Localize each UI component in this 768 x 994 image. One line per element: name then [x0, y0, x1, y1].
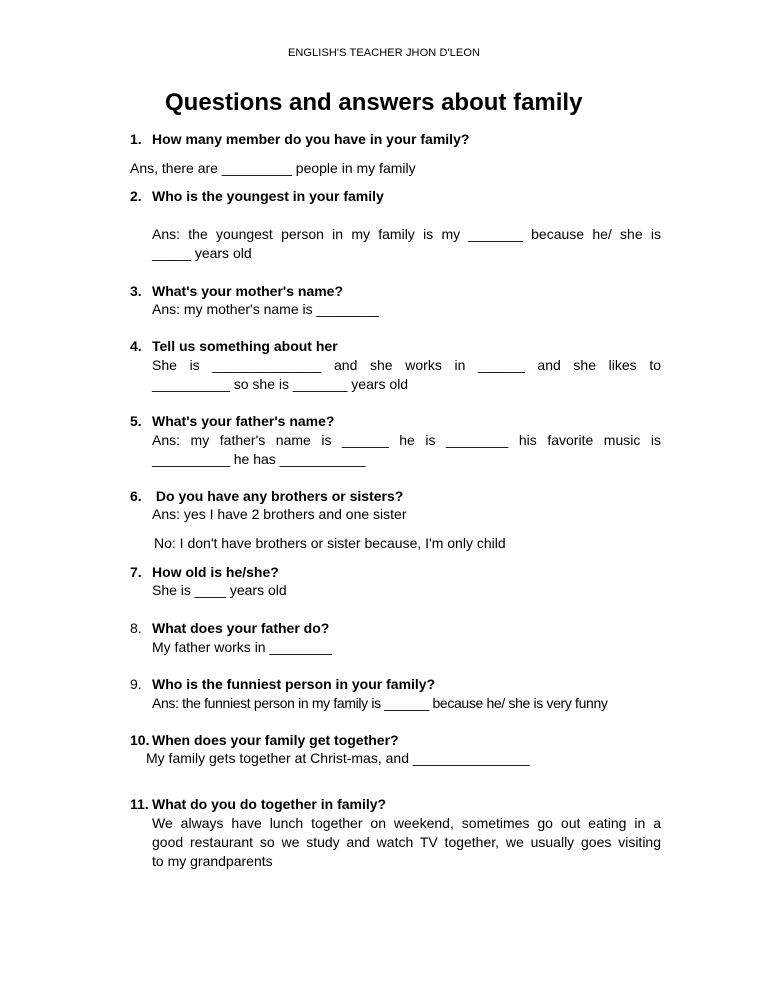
question-6 — [130, 488, 403, 504]
question-7 — [130, 564, 279, 580]
answer-2-line-1: Ans: the youngest person in my family is my _______ because he/ she is — [152, 226, 661, 242]
answer-4-line-2: __________ so she is _______ years old — [152, 376, 409, 392]
question-11-text: What do you do together in family? — [152, 796, 387, 812]
question-4 — [130, 338, 338, 354]
question-5-text: What's your father's name? — [152, 413, 335, 429]
page-header: ENGLISH'S TEACHER JHON D'LEON — [287, 47, 481, 59]
page-title: Questions and answers about family — [165, 89, 583, 116]
question-8 — [130, 620, 329, 636]
question-10-number: 10. — [130, 732, 150, 748]
question-9-number: 9. — [130, 676, 142, 692]
question-8-text: What does your father do? — [152, 620, 330, 636]
answer-7: She is ____ years old — [152, 582, 287, 598]
question-11 — [130, 796, 386, 812]
answer-8: My father works in ________ — [152, 639, 332, 655]
question-1 — [130, 131, 469, 147]
question-2-text: Who is the youngest in your family — [152, 188, 384, 204]
question-4-text: Tell us something about her — [152, 338, 338, 354]
question-10-text: When does your family get together? — [152, 732, 399, 748]
question-7-number: 7. — [130, 564, 142, 580]
question-9-text: Who is the funniest person in your family? — [152, 676, 436, 692]
answer-6-no: No: I don't have brothers or sister because, I'm only child — [154, 535, 506, 551]
answer-2-line-2: _____ years old — [152, 245, 252, 261]
question-7-text: How old is he/she? — [152, 564, 279, 580]
answer-9: Ans: the funniest person in my family is ______ because he/ she is very funny — [152, 695, 608, 711]
question-10 — [130, 732, 399, 748]
answer-11-line-1: We always have lunch together on weekend, sometimes go out eating in a — [152, 815, 661, 831]
question-5 — [130, 413, 334, 429]
answer-11-line-2: good restaurant so we study and watch TV together, we usually goes visiting — [152, 834, 661, 850]
question-1-text: How many member do you have in your family? — [152, 131, 470, 147]
answer-11-line-3: to my grandparents — [152, 853, 273, 869]
answer-4-line-1: She is ______________ and she works in ______ and she likes to — [152, 357, 661, 373]
answer-6-yes: Ans: yes I have 2 brothers and one sister — [152, 506, 407, 522]
question-2 — [130, 188, 384, 204]
question-3-number: 3. — [130, 283, 142, 299]
question-2-number: 2. — [130, 188, 142, 204]
question-9 — [130, 676, 435, 692]
question-5-number: 5. — [130, 413, 142, 429]
question-6-number: 6. — [130, 488, 142, 504]
question-11-number: 11. — [130, 796, 149, 812]
answer-5-line-1: Ans: my father's name is ______ he is ________ his favorite music is — [152, 432, 661, 448]
question-6-text: Do you have any brothers or sisters? — [155, 488, 404, 504]
answer-3: Ans: my mother's name is ________ — [152, 301, 379, 317]
question-3-text: What's your mother's name? — [152, 283, 344, 299]
answer-5-line-2: __________ he has ___________ — [152, 451, 366, 467]
question-3 — [130, 283, 343, 299]
question-1-number: 1. — [130, 131, 142, 147]
question-4-number: 4. — [130, 338, 142, 354]
answer-1: Ans, there are _________ people in my family — [130, 160, 416, 176]
answer-10: My family gets together at Christ-mas, and _______________ — [146, 750, 530, 766]
question-8-number: 8. — [130, 620, 142, 636]
